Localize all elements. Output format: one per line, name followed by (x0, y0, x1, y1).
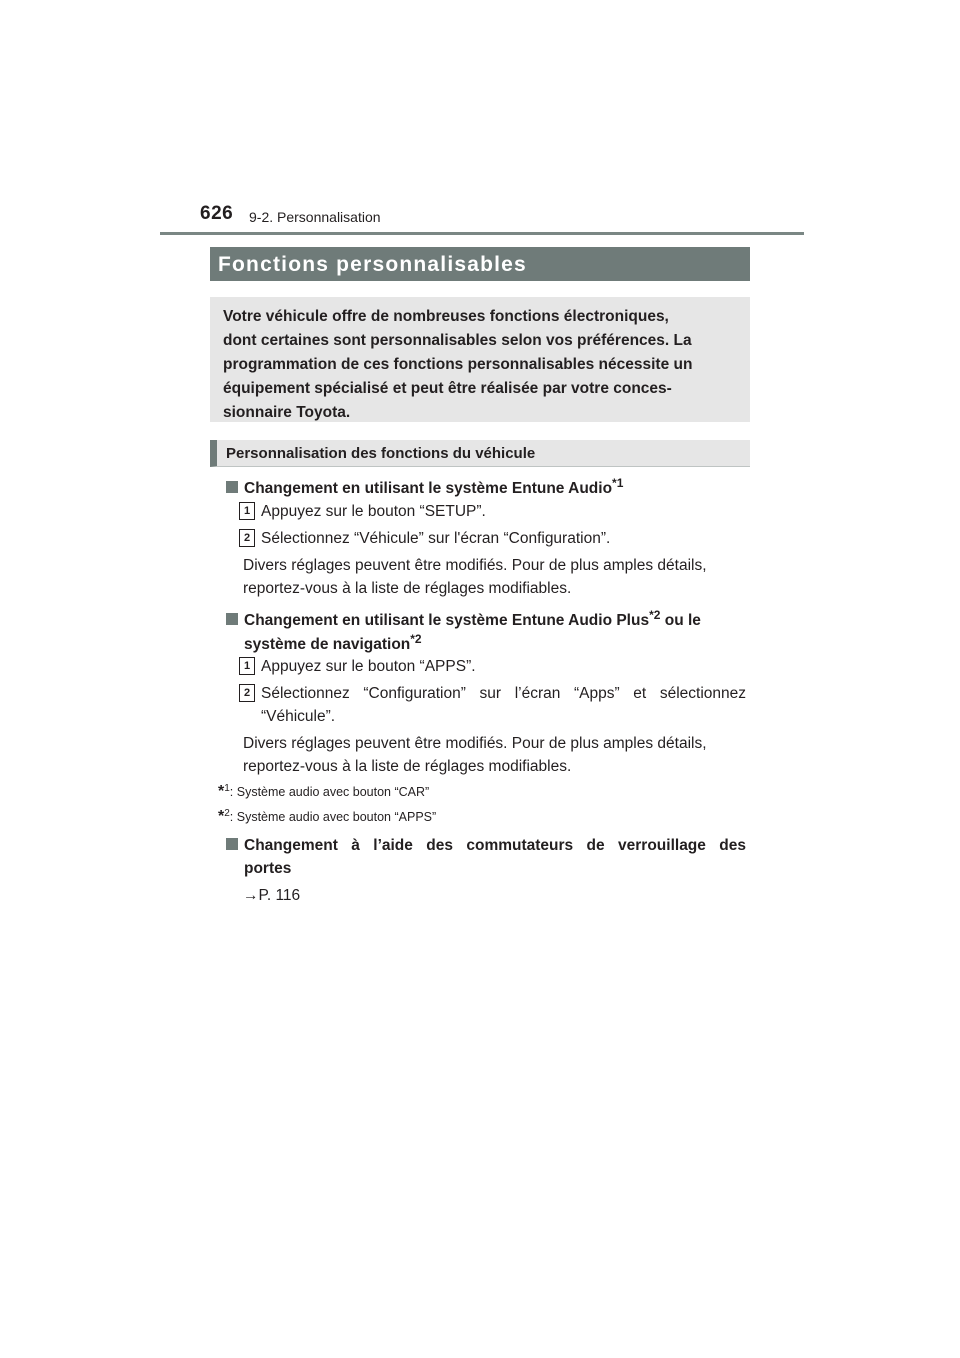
footnote-ref: *2 (649, 608, 661, 622)
bullet-square-icon (226, 838, 238, 850)
intro-line: équipement spécialisé et peut être réalisée par votre conces- (223, 380, 672, 397)
section3-heading: Changement à l’aide des commutateurs de verrouillage des (226, 834, 746, 858)
step-text: Sélectionnez “Véhicule” sur l'écran “Configuration”. (261, 530, 611, 547)
note-line: Divers réglages peuvent être modifiés. Pour de plus amples détails, (243, 557, 707, 574)
section2-heading-cont: système de navigation$^{*2}$ (244, 632, 422, 654)
note-line: reportez-vous à la liste de réglages modifiables. (243, 580, 572, 597)
footnote-ref: *1 (612, 476, 624, 490)
step-number-box: 1 (239, 657, 255, 675)
footnote-ref: *2 (410, 632, 422, 646)
step-text: “Véhicule”. (261, 708, 336, 725)
bullet-square-icon (226, 613, 238, 625)
footnote: *$^1$: Système audio avec bouton “CAR” (218, 783, 430, 801)
page-number: 626 (200, 203, 234, 224)
intro-line: dont certaines sont personnalisables selon vos préférences. La (223, 332, 692, 349)
step-text: Appuyez sur le bouton “APPS”. (261, 658, 476, 675)
intro-line: Votre véhicule offre de nombreuses fonctions électroniques, (223, 308, 669, 325)
section2-heading: Changement en utilisant le système Entune Audio Plus$^{*2}$ ou le (226, 603, 701, 633)
subheading: Personnalisation des fonctions du véhicule (210, 440, 750, 467)
note-line: reportez-vous à la liste de réglages modifiables. (243, 758, 572, 775)
footnote: *$^2$: Système audio avec bouton “APPS” (218, 808, 437, 826)
page-reference-link[interactable]: →P. 116 (243, 887, 301, 904)
step-text: Appuyez sur le bouton “SETUP”. (261, 503, 486, 520)
page-title: Fonctions personnalisables (210, 247, 750, 281)
intro-line: programmation de ces fonctions personnalisables nécessite un (223, 356, 693, 373)
step-number-box: 2 (239, 529, 255, 547)
header-rule (160, 232, 804, 235)
section3-heading-cont: portes (244, 860, 292, 877)
intro-box (210, 297, 750, 422)
step-number-box: 1 (239, 502, 255, 520)
step-text: Sélectionnez “Configuration” sur l’écran “Apps” et sélectionnez (261, 685, 746, 702)
step-number-box: 2 (239, 684, 255, 702)
bullet-square-icon (226, 481, 238, 493)
section1-heading: Changement en utilisant le système Entune Audio$^{*1}$ (226, 471, 623, 501)
section-label: 9-2. Personnalisation (249, 209, 381, 225)
intro-line: sionnaire Toyota. (223, 404, 351, 421)
note-line: Divers réglages peuvent être modifiés. Pour de plus amples détails, (243, 735, 707, 752)
